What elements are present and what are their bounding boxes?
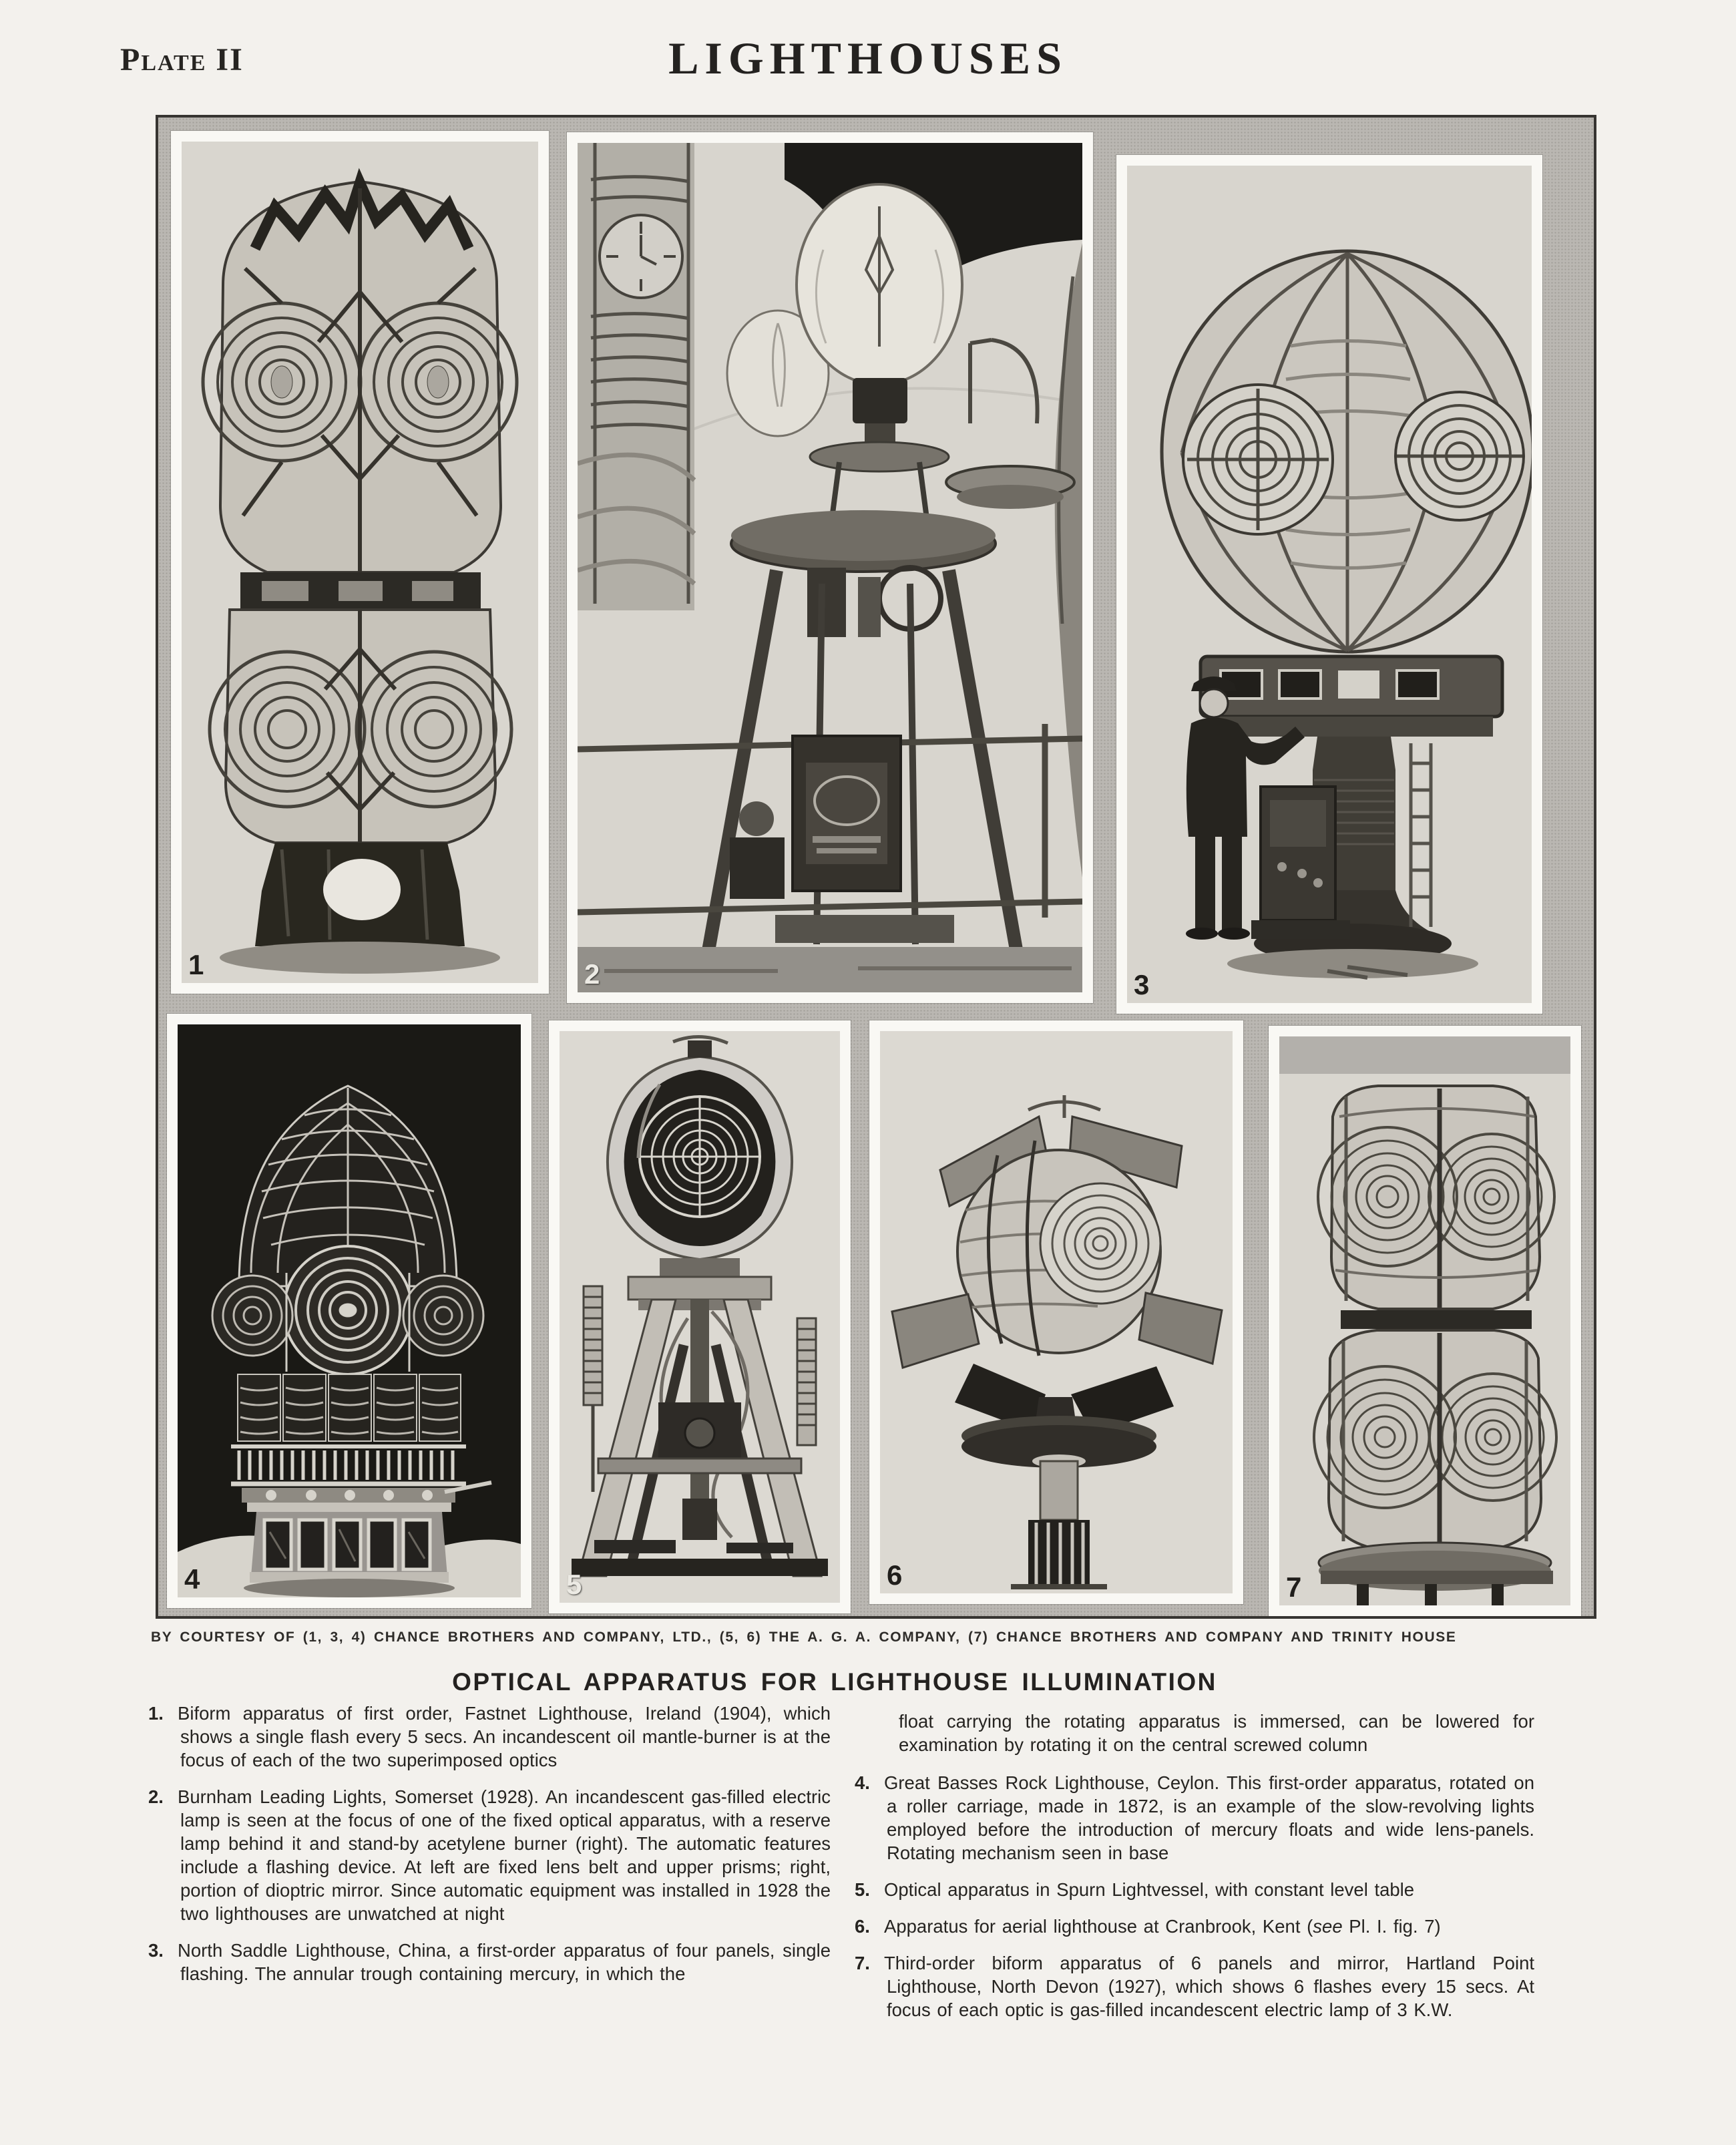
- caption-6-text: Apparatus for aerial lighthouse at Cranbrook, Kent (: [884, 1916, 1313, 1937]
- caption-2: [148, 1785, 831, 1925]
- caption-5-text: Optical apparatus in Spurn Lightvessel, with constant level table: [884, 1879, 1415, 1900]
- caption-6-italic: see: [1313, 1916, 1343, 1937]
- caption-4-number: 4.: [855, 1772, 870, 1793]
- figure-4-photo-great-basses-optic: [178, 1024, 521, 1597]
- caption-7-text: Third-order biform apparatus of 6 panels and mirror, Hartland Point Lighthouse, North Devon (1927), which shows 6 flashes every 15 secs. At focus of each optic is gas-filled incandescent electric lamp of 3 K.W.: [884, 1953, 1534, 2020]
- figure-6: [869, 1020, 1243, 1604]
- courtesy-line: BY COURTESY OF (1, 3, 4) CHANCE BROTHERS AND COMPANY, LTD., (5, 6) THE A. G. A. COMPANY, (7) CHANCE BROTHERS AND COMPANY AND TRINITY HOUSE: [151, 1629, 1457, 1645]
- caption-1-number: 1.: [148, 1703, 164, 1724]
- page-title: LIGHTHOUSES: [668, 33, 1068, 83]
- caption-1: [148, 1702, 831, 1772]
- figure-2-number: 2: [584, 958, 600, 990]
- photo-panel: [156, 115, 1596, 1619]
- caption-2-text: Burnham Leading Lights, Somerset (1928). An incandescent gas-filled electric lamp is seen at the focus of one of the fixed optical apparatus, with a reserve lamp behind it and stand-by acetylene burner (right). The automatic features include a flashing device. At left are fixed lens belt and upper prisms; right, portion of dioptric mirror. Since automatic equipment was installed in 1928 the two lighthouses are unwatched at night: [178, 1786, 831, 1924]
- caption-3-text: North Saddle Lighthouse, China, a first-order apparatus of four panels, single flashing. The annular trough containing mercury, in which the: [178, 1940, 831, 1984]
- section-title: OPTICAL APPARATUS FOR LIGHTHOUSE ILLUMINATION: [452, 1668, 1217, 1696]
- figure-2: [567, 132, 1093, 1003]
- figure-7-number: 7: [1286, 1571, 1302, 1603]
- figure-4: [167, 1014, 531, 1608]
- figure-6-photo-cranbrook-aerial-apparatus: [880, 1031, 1233, 1593]
- plate-label: Plate II: [120, 42, 244, 77]
- figure-3-photo-north-saddle-optic-and-man: [1127, 166, 1532, 1003]
- caption-1-text: Biform apparatus of first order, Fastnet Lighthouse, Ireland (1904), which shows a single flash every 5 secs. An incandescent oil mantle-burner is at the focus of each of the two superimposed optics: [178, 1703, 831, 1770]
- figure-6-number: 6: [887, 1559, 903, 1591]
- figure-1: [171, 131, 549, 994]
- figure-2-photo-burnham-lamp: [578, 143, 1082, 992]
- caption-6-number: 6.: [855, 1916, 870, 1937]
- caption-2-number: 2.: [148, 1786, 164, 1807]
- caption-3-continuation: float carrying the rotating apparatus is immersed, can be lowered for examination by rotating it on the central screwed column: [899, 1711, 1534, 1755]
- captions-right-column: [855, 1710, 1534, 2021]
- caption-7: [855, 1951, 1534, 2021]
- caption-3: [148, 1939, 831, 1985]
- figure-4-number: 4: [184, 1563, 200, 1595]
- captions-left-column: [148, 1702, 831, 1985]
- figure-5-photo-spurn-lightvessel-optic: [560, 1031, 840, 1603]
- figure-1-number: 1: [188, 949, 204, 980]
- figure-3: [1116, 155, 1542, 1014]
- caption-5-number: 5.: [855, 1879, 870, 1900]
- caption-7-number: 7.: [855, 1953, 870, 1973]
- figure-3-number: 3: [1134, 969, 1150, 1000]
- caption-6-text2: Pl. I. fig. 7): [1342, 1916, 1441, 1937]
- figure-7-photo-hartland-point-biform-optic: [1279, 1036, 1570, 1605]
- caption-3-number: 3.: [148, 1940, 164, 1961]
- caption-4-text: Great Basses Rock Lighthouse, Ceylon. This first-order apparatus, rotated on a roller carriage, made in 1872, is an example of the slow-revolving lights employed before the introduction of mercury floats and wide lens-panels. Rotating mechanism seen in base: [884, 1772, 1534, 1863]
- caption-5: [855, 1878, 1534, 1901]
- figure-1-photo-fastnet-biform-optic: [182, 142, 538, 983]
- caption-6: [855, 1915, 1534, 1938]
- figure-5: [549, 1020, 851, 1613]
- figure-5-number: 5: [566, 1569, 582, 1600]
- caption-4: [855, 1771, 1534, 1865]
- figure-7: [1269, 1026, 1581, 1616]
